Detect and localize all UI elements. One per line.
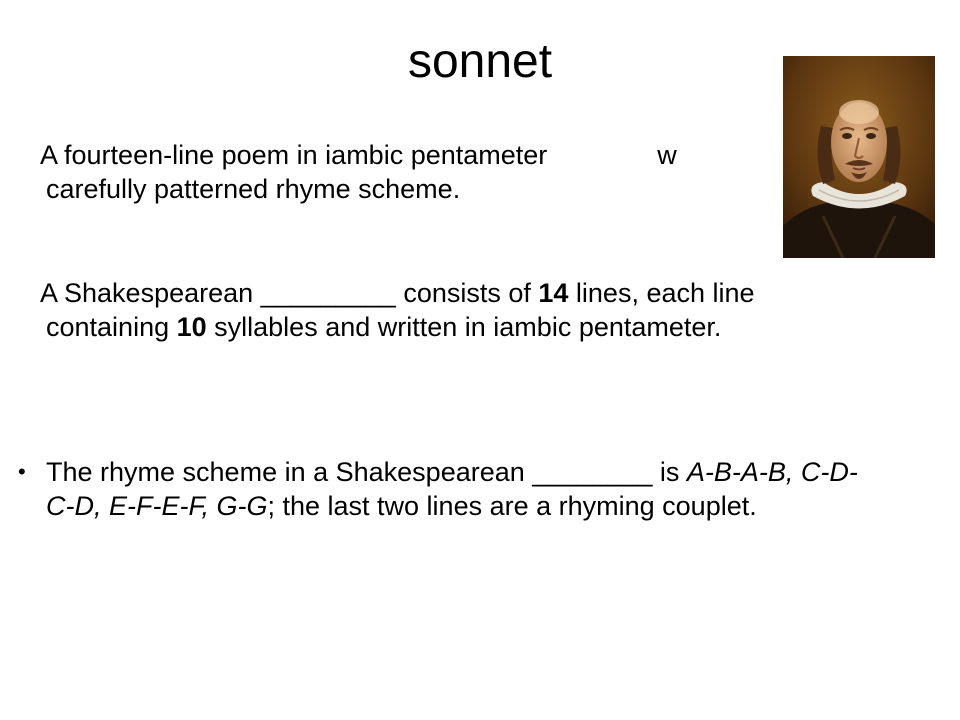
definition-cut-text: w bbox=[657, 140, 677, 170]
definition-paragraph bbox=[40, 138, 916, 206]
rhyme-text-1: The rhyme scheme in a Shakespearean ________ is bbox=[46, 457, 687, 487]
bullet-icon: • bbox=[18, 459, 26, 484]
definition-line-1: A fourteen-line poem in iambic pentameter bbox=[40, 140, 548, 170]
rhyme-paragraph bbox=[46, 455, 876, 523]
rhyme-scheme: A-B-A-B, C-D-C-D, E-F-E-F, G-G bbox=[46, 457, 858, 521]
slide-title: sonnet bbox=[407, 35, 553, 88]
structure-paragraph bbox=[40, 276, 876, 344]
lines-count: 14 bbox=[538, 278, 569, 308]
syllables-count: 10 bbox=[176, 312, 207, 342]
structure-text-1: A Shakespearean _________ consists of bbox=[40, 278, 539, 308]
definition-line-2: carefully patterned rhyme scheme. bbox=[46, 174, 461, 204]
structure-text-2: lines, each line containing bbox=[46, 278, 755, 342]
structure-text-3: syllables and written in iambic pentameter. bbox=[206, 312, 722, 342]
rhyme-text-2: ; the last two lines are a rhyming couplet. bbox=[267, 491, 757, 521]
